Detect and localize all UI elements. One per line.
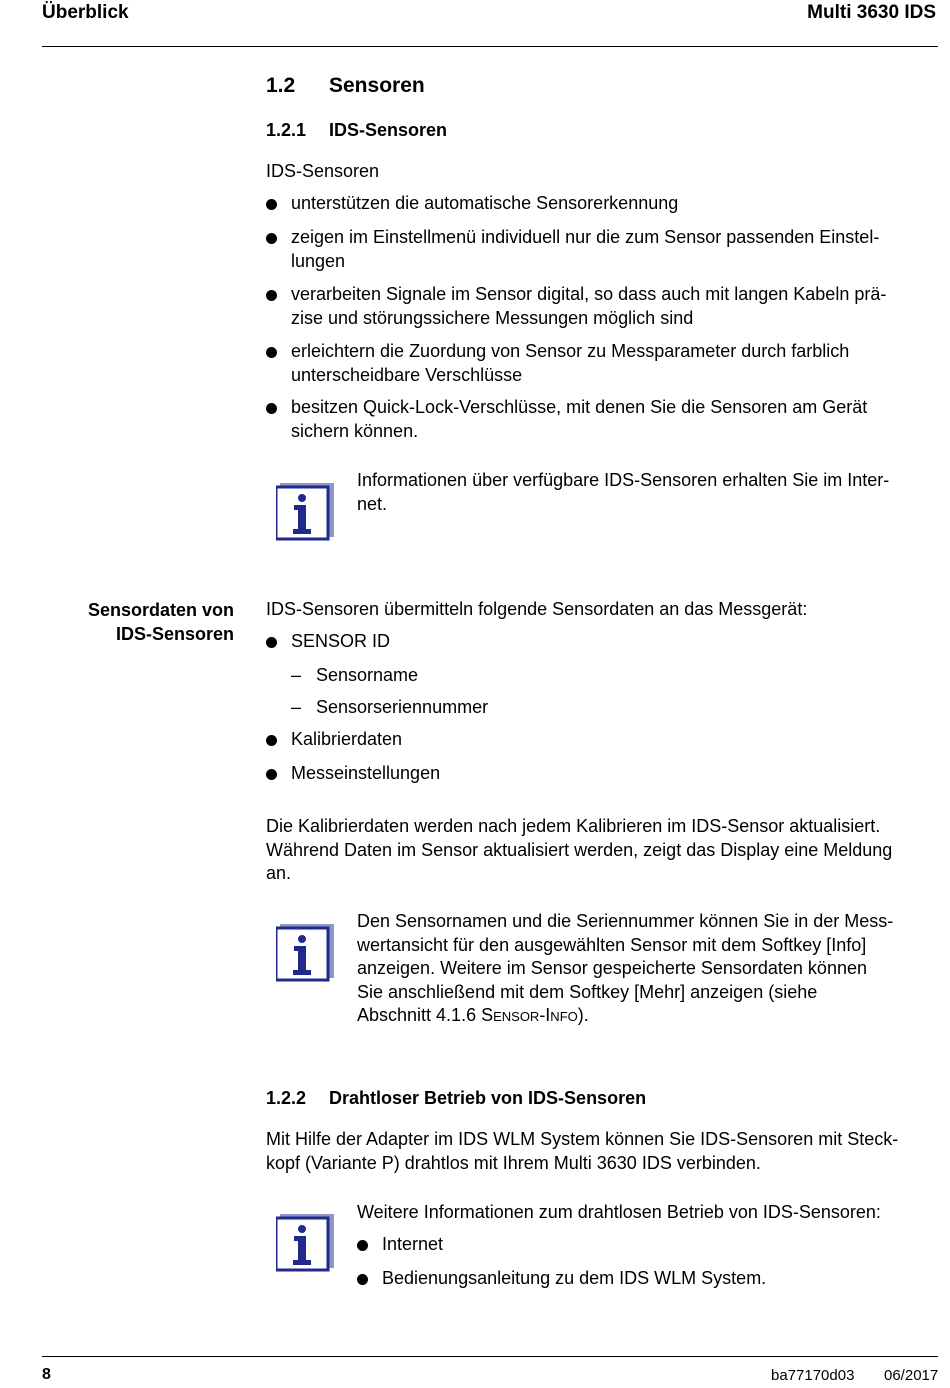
list-item-text: Sensorname	[316, 665, 419, 685]
info-note-2-line: wertansicht für den ausgewählten Sensor mit dem Softkey [Info]	[357, 934, 867, 955]
sensordata-intro: IDS-Sensoren übermitteln folgende Sensordaten an das Messgerät:	[266, 599, 808, 619]
side-heading-sensordaten: Sensordaten von IDS-Sensoren	[87, 600, 234, 644]
subsection-number-1: 1.2.1	[266, 120, 307, 140]
footer-rule	[42, 1356, 938, 1357]
header-chapter: Überblick	[42, 2, 129, 23]
header-product: Multi 3630 IDS	[807, 2, 936, 23]
subsection-title-2: Drahtloser Betrieb von IDS-Sensoren	[329, 1088, 647, 1108]
sensordata-paragraph: Die Kalibrierdaten werden nach jedem Kalibrieren im IDS-Sensor aktualisiert. Während Daten im Sensor aktualisiert werden, zeigt das Display eine Meldung an.	[266, 816, 893, 883]
note-ref-prefix: Abschnitt 4.1.6	[357, 1005, 482, 1025]
page-number: 8	[42, 1366, 51, 1383]
section-heading	[266, 74, 425, 98]
footer-doc-id: ba77170d03	[771, 1367, 855, 1384]
list-item-text: Messeinstellungen	[291, 763, 441, 783]
subsection-number-2: 1.2.2	[266, 1088, 307, 1108]
list-item-text: Sensorseriennummer	[316, 697, 489, 717]
info-note-2-line	[357, 1004, 938, 1028]
list-item-text: besitzen Quick-Lock-Verschlüsse, mit denen Sie die Sensoren am Gerät sichern können.	[291, 397, 868, 441]
list-item-text: SENSOR ID	[291, 631, 391, 651]
footer-date: 06/2017	[884, 1367, 939, 1384]
list-item-text: unterstützen die automatische Sensorerkennung	[291, 193, 679, 213]
subsection-heading-1	[266, 120, 447, 141]
info-icon	[276, 924, 334, 982]
note-ref-suffix: ).	[577, 1005, 589, 1025]
note-ref-link[interactable]: Sensor-Info	[481, 1005, 578, 1025]
sub2-paragraph: Mit Hilfe der Adapter im IDS WLM System können Sie IDS-Sensoren mit Steck- kopf (Variante P) drahtlos mit Ihrem Multi 3630 IDS verbinden.	[266, 1129, 899, 1173]
info-note-2-line: Sie anschließend mit dem Softkey [Mehr] anzeigen (siehe	[357, 981, 818, 1002]
section-number: 1.2	[266, 74, 296, 97]
info-icon	[276, 483, 334, 541]
list-item-text: erleichtern die Zuordung von Sensor zu Messparameter durch farblich unterscheidbare Verschlüsse	[291, 341, 850, 385]
subsection-heading-2	[266, 1088, 646, 1109]
info-note-2-line: anzeigen. Weitere im Sensor gespeicherte Sensordaten können	[357, 958, 867, 978]
info-note-3: Weitere Informationen zum drahtlosen Betrieb von IDS-Sensoren:	[357, 1202, 881, 1222]
bullet-icon	[266, 290, 277, 301]
subsection-title-1: IDS-Sensoren	[329, 120, 448, 140]
bullet-icon	[357, 1240, 368, 1251]
header-rule	[42, 46, 938, 47]
bullet-icon	[266, 735, 277, 746]
section-title: Sensoren	[329, 74, 425, 97]
info-note-2-line: Den Sensornamen und die Seriennummer können Sie in der Mess-	[357, 911, 894, 931]
dash-marker: –	[291, 665, 302, 685]
list-item-text: zeigen im Einstellmenü individuell nur die zum Sensor passenden Einstel- lungen	[291, 227, 880, 271]
info-icon	[276, 1214, 334, 1272]
bullet-icon	[266, 637, 277, 648]
info-note-2	[357, 910, 938, 1028]
info-note-1: Informationen über verfügbare IDS-Sensoren erhalten Sie im Inter- net.	[357, 470, 890, 514]
list-item-text: Bedienungsanleitung zu dem IDS WLM System.	[382, 1268, 767, 1288]
bullet-icon	[266, 347, 277, 358]
bullet-icon	[357, 1274, 368, 1285]
list-item-text: Internet	[382, 1234, 444, 1254]
bullet-icon	[266, 403, 277, 414]
dash-marker: –	[291, 697, 302, 717]
bullet-icon	[266, 233, 277, 244]
bullet-icon	[266, 199, 277, 210]
list-item-text: Kalibrierdaten	[291, 729, 403, 749]
list-item-text: verarbeiten Signale im Sensor digital, so dass auch mit langen Kabeln prä- zise und störungssichere Messungen möglich sind	[291, 284, 887, 328]
bullet-icon	[266, 769, 277, 780]
sub1-intro: IDS-Sensoren	[266, 161, 380, 181]
